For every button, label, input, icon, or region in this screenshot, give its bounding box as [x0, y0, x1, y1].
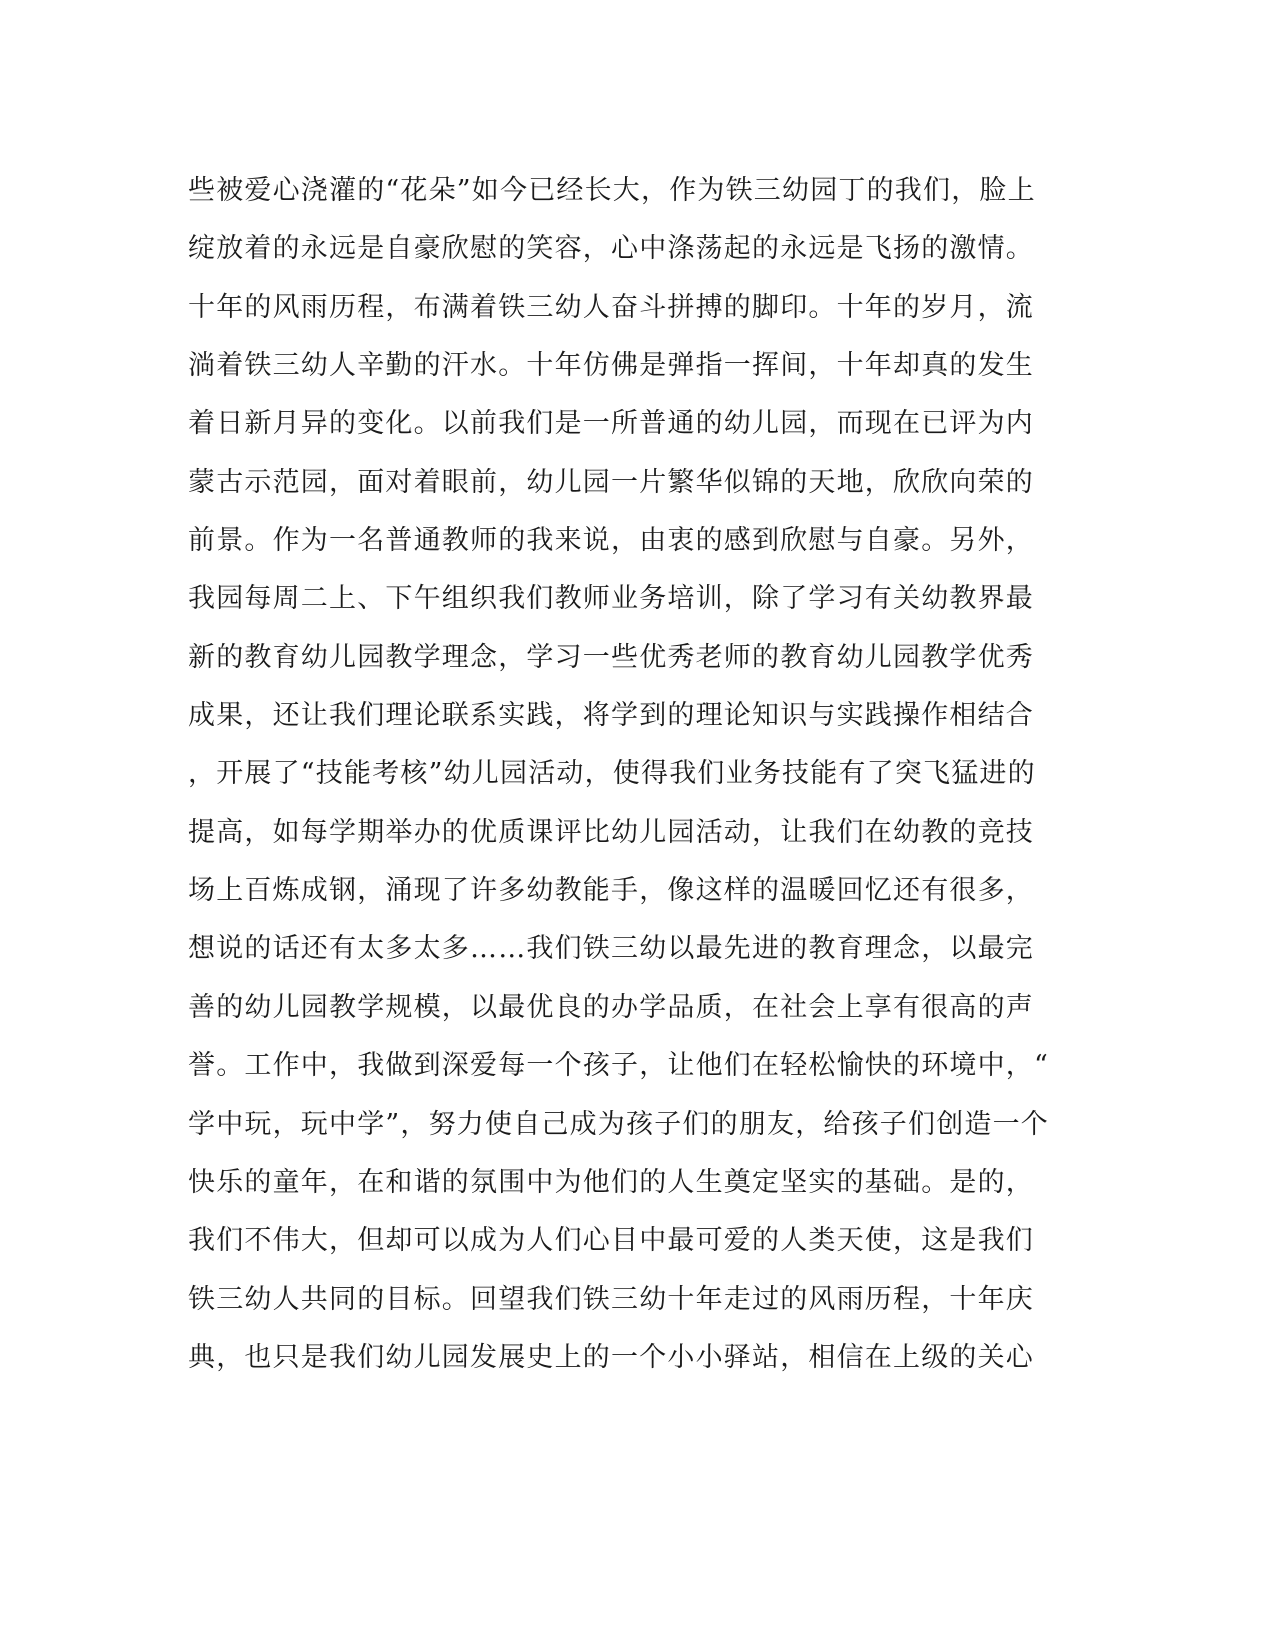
text-line: 新的教育幼儿园教学理念，学习一些优秀老师的教育幼儿园教学优秀 [188, 641, 1034, 673]
text-line: 着日新月异的变化。以前我们是一所普通的幼儿园，而现在已评为内 [188, 408, 1034, 440]
body-paragraph [188, 162, 1088, 1387]
text-line: 绽放着的永远是自豪欣慰的笑容，心中涤荡起的永远是飞扬的激情。 [188, 233, 1034, 265]
text-line: 誉。工作中，我做到深爱每一个孩子，让他们在轻松愉快的环境中，“ [188, 1050, 1050, 1082]
text-line: 淌着铁三幼人辛勤的汗水。十年仿佛是弹指一挥间，十年却真的发生 [188, 350, 1034, 382]
text-line: 前景。作为一名普通教师的我来说，由衷的感到欣慰与自豪。另外， [188, 525, 1034, 557]
text-line: 学中玩，玩中学”，努力使自己成为孩子们的朋友，给孩子们创造一个 [188, 1108, 1050, 1140]
text-line: 快乐的童年，在和谐的氛围中为他们的人生奠定坚实的基础。是的， [188, 1166, 1034, 1198]
text-line: 十年的风雨历程，布满着铁三幼人奋斗拼搏的脚印。十年的岁月，流 [188, 291, 1034, 323]
text-line: 蒙古示范园，面对着眼前，幼儿园一片繁华似锦的天地，欣欣向荣的 [188, 466, 1034, 498]
text-line: 想说的话还有太多太多……我们铁三幼以最先进的教育理念，以最完 [188, 933, 1034, 965]
text-line: 些被爱心浇灌的“花朵”如今已经长大，作为铁三幼园丁的我们，脸上 [188, 175, 1036, 206]
text-line: 成果，还让我们理论联系实践，将学到的理论知识与实践操作相结合 [188, 700, 1034, 732]
text-line: 铁三幼人共同的目标。回望我们铁三幼十年走过的风雨历程，十年庆 [188, 1283, 1034, 1315]
text-line: 我们不伟大，但却可以成为人们心目中最可爱的人类天使，这是我们 [188, 1225, 1034, 1257]
text-line: ，开展了“技能考核”幼儿园活动，使得我们业务技能有了突飞猛进的 [188, 758, 1036, 790]
text-line: 善的幼儿园教学规模，以最优良的办学品质，在社会上享有很高的声 [188, 991, 1034, 1023]
text-line: 我园每周二上、下午组织我们教师业务培训，除了学习有关幼教界最 [188, 583, 1034, 615]
text-line: 提高，如每学期举办的优质课评比幼儿园活动，让我们在幼教的竞技 [188, 816, 1034, 848]
text-line: 典，也只是我们幼儿园发展史上的一个小小驿站，相信在上级的关心 [188, 1341, 1034, 1373]
text-line: 场上百炼成钢，涌现了许多幼教能手，像这样的温暖回忆还有很多， [188, 875, 1034, 907]
